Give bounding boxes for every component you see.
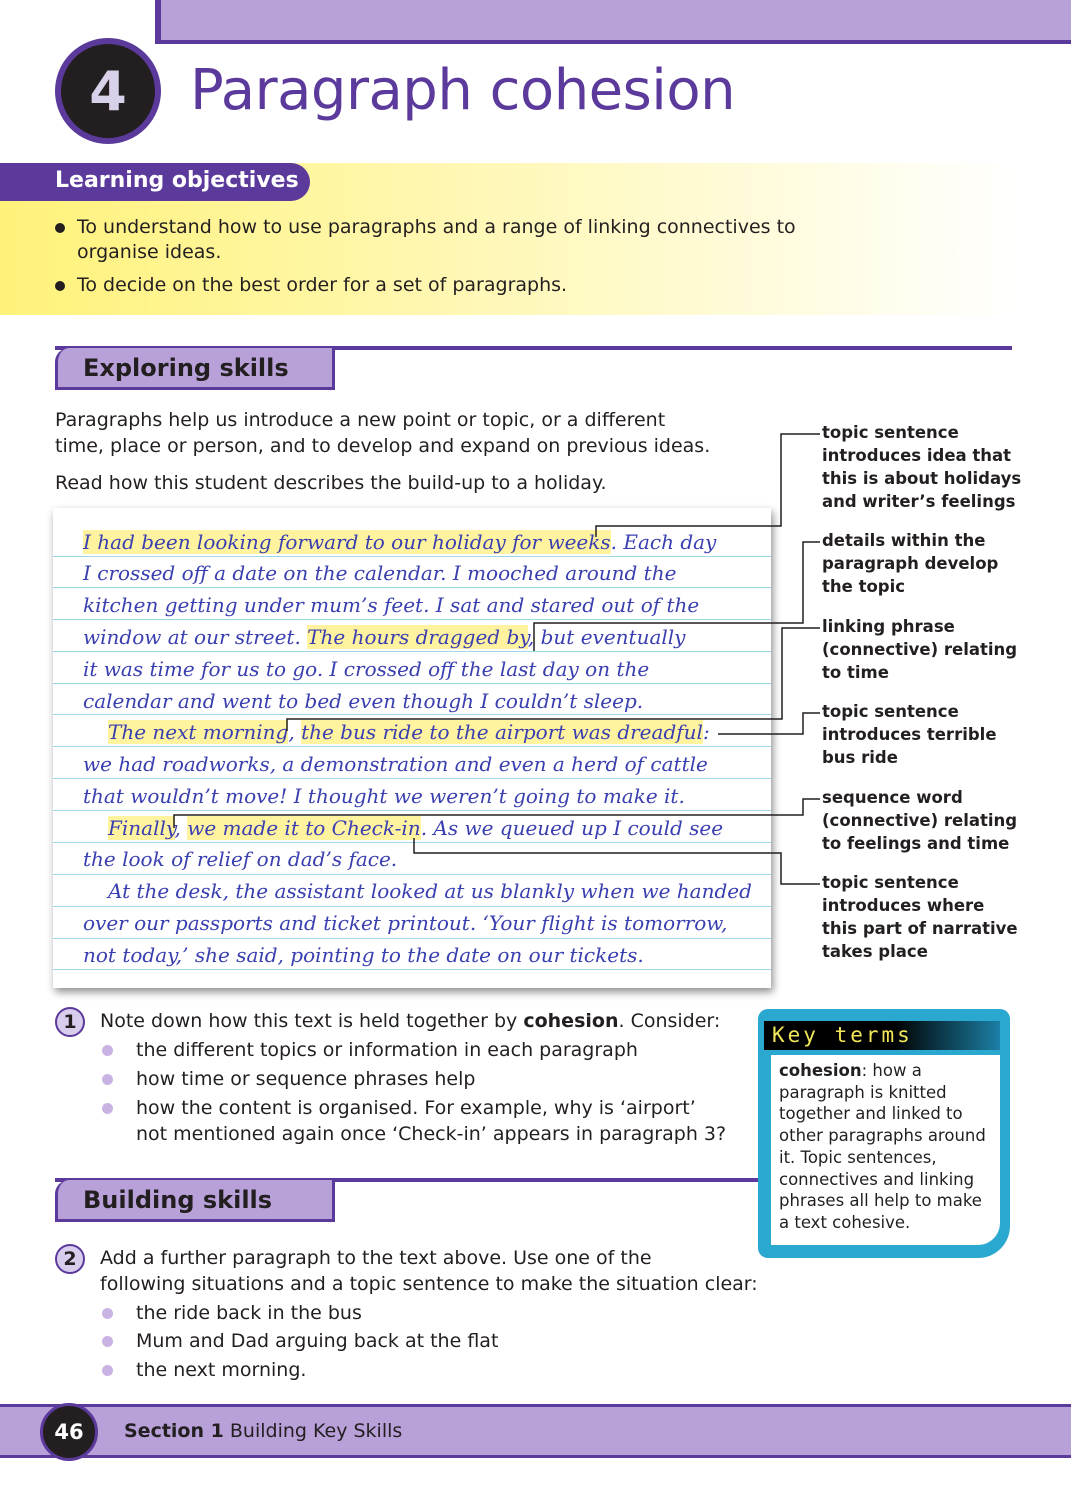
question-line: following situations and a topic sentence to make the situation clear: (100, 1273, 758, 1295)
definition-line: phrases all help to make (779, 1191, 982, 1211)
connector-5 (174, 799, 820, 828)
text-run: , but eventually (527, 625, 686, 649)
question-2-bullet: the next morning. (100, 1357, 306, 1383)
text-run: . As we queued up I could see (420, 816, 724, 840)
annotation-line: the topic (822, 577, 906, 596)
definition-line: a text cohesive. (779, 1212, 911, 1232)
handwritten-line: not today,’ she said, pointing to the date on our tickets. (83, 943, 644, 967)
linking-phrase-highlight: The hours dragged by (307, 625, 528, 649)
topic-sentence-highlight: we made it to Check-in (187, 816, 421, 840)
annotation-topic-sentence-bus (822, 700, 1062, 769)
annotation-line: bus ride (822, 748, 898, 767)
annotation-line: paragraph develop (822, 554, 999, 573)
footer-section (124, 1418, 402, 1444)
handwritten-line: the look of relief on dad’s face. (83, 847, 398, 871)
definition-line: : how a (861, 1061, 922, 1080)
definition-line: it. Topic sentences, (779, 1147, 937, 1167)
building-skills-heading: Building skills (83, 1186, 273, 1214)
handwritten-line: that wouldn’t move! I thought we weren’t going to make it. (83, 784, 685, 808)
connector-2 (534, 542, 820, 651)
chapter-number: 4 (89, 59, 127, 123)
annotation-line: introduces where (822, 896, 985, 915)
annotation-line: details within the (822, 531, 986, 550)
footer-section-label: Section 1 (124, 1420, 224, 1442)
key-terms-definition (779, 1060, 994, 1234)
question-number-badge: 2 (55, 1244, 85, 1274)
bold-term: cohesion (523, 1010, 619, 1032)
question-number-badge: 1 (55, 1007, 85, 1037)
question-1-bullet: the different topics or information in each paragraph (100, 1037, 638, 1063)
topic-sentence-highlight: I had been looking forward to our holiday for weeks (83, 530, 611, 554)
annotation-line: to feelings and time (822, 834, 1010, 853)
annotation-line: takes place (822, 942, 928, 961)
footer-section-name: Building Key Skills (223, 1420, 403, 1442)
annotation-line: to time (822, 663, 889, 682)
annotation-line: introduces idea that (822, 446, 1012, 465)
definition-line: connectives and linking (779, 1169, 975, 1189)
objective-line: organise ideas. (77, 241, 222, 263)
annotation-topic-sentence-holiday (822, 421, 1062, 513)
text-run: . Each day (610, 530, 717, 554)
definition-line: other paragraphs around (779, 1126, 986, 1146)
text-run: : (702, 720, 710, 744)
annotation-line: linking phrase (822, 617, 955, 636)
key-terms-title: Key terms (772, 1023, 913, 1047)
exploring-skills-heading: Exploring skills (83, 354, 289, 382)
connector-3 (287, 628, 820, 731)
objective-line: To decide on the best order for a set of paragraphs. (77, 274, 568, 296)
annotation-line: topic sentence (822, 702, 959, 721)
handwritten-line: At the desk, the assistant looked at us blankly when we handed (108, 879, 752, 903)
annotation-topic-sentence-place (822, 871, 1062, 963)
handwritten-line: kitchen getting under mum’s feet. I sat and stared out of the (83, 593, 700, 617)
annotation-line: topic sentence (822, 873, 959, 892)
question-1-bullet: how time or sequence phrases help (100, 1066, 475, 1092)
handwritten-line: we had roadworks, a demonstration and even a herd of cattle (83, 752, 708, 776)
objective-line: To understand how to use paragraphs and a range of linking connectives to (77, 216, 796, 238)
connector-6 (414, 838, 820, 884)
handwritten-line: I crossed off a date on the calendar. I mooched around the (83, 561, 677, 585)
annotation-line: sequence word (822, 788, 963, 807)
text-run: . Consider: (618, 1010, 721, 1032)
annotation-linking-phrase (822, 615, 1062, 684)
question-1-text (100, 1008, 720, 1034)
handwritten-line: over our passports and ticket printout. ‘Your flight is tomorrow, (83, 911, 728, 935)
question-2-text (100, 1245, 758, 1297)
annotation-line: (connective) relating (822, 640, 1018, 659)
handwritten-line: it was time for us to go. I crossed off the last day on the (83, 657, 650, 681)
read-instruction: Read how this student describes the build-up to a holiday. (55, 472, 607, 494)
page-number: 46 (40, 1403, 98, 1461)
question-2-bullet: the ride back in the bus (100, 1300, 362, 1326)
text-run: , (288, 720, 302, 744)
annotation-line: (connective) relating (822, 811, 1018, 830)
learning-objectives-title: Learning objectives (55, 168, 299, 193)
question-2-bullet: Mum and Dad arguing back at the flat (100, 1328, 498, 1354)
annotation-line: this part of narrative (822, 919, 1018, 938)
question-line: Add a further paragraph to the text above. Use one of the (100, 1247, 652, 1269)
annotation-line: topic sentence (822, 423, 959, 442)
key-term: cohesion (779, 1061, 862, 1080)
annotation-details (822, 529, 1062, 598)
page-title: Paragraph cohesion (190, 58, 736, 123)
definition-line: together and linked to (779, 1104, 963, 1124)
text-run: window at our street. (83, 625, 308, 649)
bullet-line: not mentioned again once ‘Check-in’ appears in paragraph 3? (136, 1123, 727, 1145)
intro-line: time, place or person, and to develop and expand on previous ideas. (55, 435, 711, 457)
annotation-line: introduces terrible (822, 725, 997, 744)
text-run: , (174, 816, 188, 840)
question-1-bullet (100, 1095, 726, 1147)
connector-4 (718, 713, 820, 734)
topic-sentence-highlight: the bus ride to the airport was dreadful (301, 720, 703, 744)
sequence-word-highlight: Finally (108, 816, 175, 840)
bullet-line: how the content is organised. For example, why is ‘airport’ (136, 1097, 696, 1119)
connector-1 (596, 434, 820, 537)
intro-line: Paragraphs help us introduce a new point or topic, or a different (55, 409, 666, 431)
definition-line: paragraph is knitted (779, 1082, 947, 1102)
connective-highlight: The next morning (108, 720, 289, 744)
handwritten-line: calendar and went to bed even though I couldn’t sleep. (83, 689, 644, 713)
text-run: Note down how this text is held together by (100, 1010, 524, 1032)
annotation-sequence-word (822, 786, 1062, 855)
annotation-line: this is about holidays (822, 469, 1022, 488)
annotation-line: and writer’s feelings (822, 492, 1016, 511)
